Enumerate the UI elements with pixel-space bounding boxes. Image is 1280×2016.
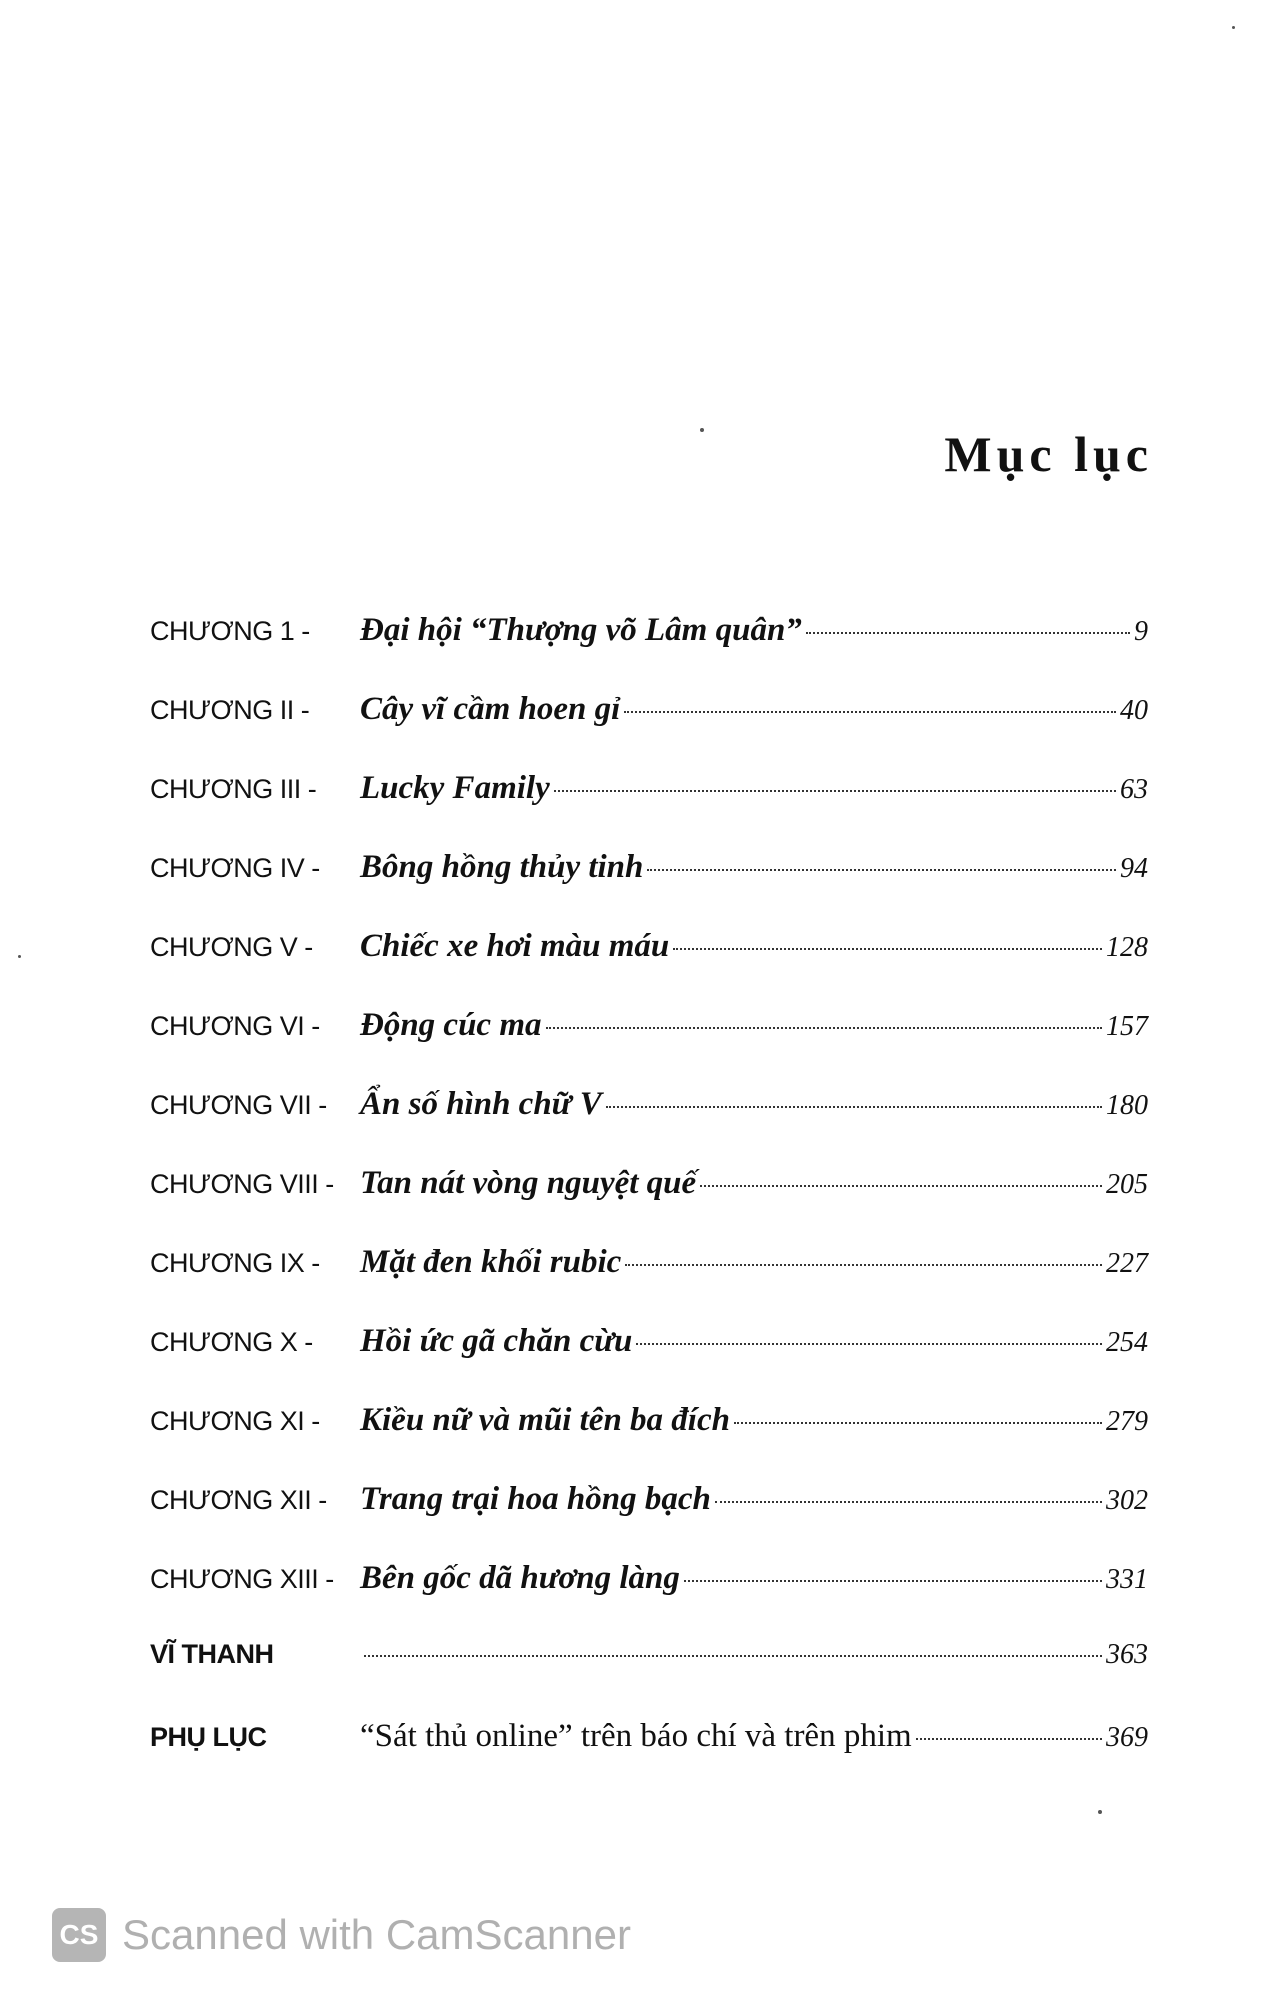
toc-dot-leader (684, 1580, 1102, 1582)
toc-page-number: 331 (1106, 1564, 1148, 1595)
toc-entry-title: Tan nát vòng nguyệt quế (360, 1165, 697, 1201)
toc-chapter-label: CHƯƠNG IV - (150, 853, 320, 883)
toc-chapter-label: CHƯƠNG XI - (150, 1406, 320, 1436)
toc-dot-leader (546, 1027, 1103, 1029)
toc-chapter-label: CHƯƠNG 1 - (150, 616, 310, 646)
toc-dot-leader (636, 1343, 1102, 1345)
watermark-text: Scanned with CamScanner (122, 1911, 631, 1958)
toc-entry (150, 612, 1148, 691)
toc-page-number: 40 (1120, 695, 1148, 726)
toc-entry (150, 1323, 1148, 1402)
toc-chapter-label: PHỤ LỤC (150, 1722, 267, 1752)
toc-chapter-label: CHƯƠNG V - (150, 932, 313, 962)
toc-chapter-label: CHƯƠNG XII - (150, 1485, 327, 1515)
toc-dot-leader (734, 1422, 1102, 1424)
toc-entry-body (360, 1718, 1148, 1755)
camscanner-watermark (52, 1908, 631, 1962)
toc-chapter-label: VĨ THANH (150, 1639, 274, 1669)
toc-page-number: 302 (1106, 1485, 1148, 1516)
toc-chapter-label: CHƯƠNG XIII - (150, 1564, 334, 1594)
toc-page-number: 9 (1134, 616, 1148, 647)
toc-entry-title: Mặt đen khối rubic (360, 1244, 622, 1280)
toc-page-number: 94 (1120, 853, 1148, 884)
toc-entry-title: Ẩn số hình chữ V (360, 1086, 602, 1122)
toc-entry-body (360, 1086, 1148, 1123)
toc-entry-body (360, 691, 1148, 728)
toc-entry-body (360, 1007, 1148, 1044)
page-title: Mục lục (944, 426, 1153, 482)
toc-chapter-label: CHƯƠNG III - (150, 774, 317, 804)
toc-entry (150, 1718, 1148, 1797)
toc-entry (150, 691, 1148, 770)
toc-entry-body (360, 612, 1148, 649)
toc-entry-title: Chiếc xe hơi màu máu (360, 928, 670, 964)
toc-entry-body (360, 928, 1148, 965)
toc-page-number: 63 (1120, 774, 1148, 805)
toc-entry (150, 849, 1148, 928)
toc-entry (150, 1560, 1148, 1639)
scan-speck (700, 428, 704, 432)
toc-chapter-label: CHƯƠNG VIII - (150, 1169, 334, 1199)
toc-entry-title: Kiều nữ và mũi tên ba đích (360, 1402, 730, 1438)
toc-page-number: 279 (1106, 1406, 1148, 1437)
toc-entry-title: Đại hội “Thượng võ Lâm quân” (360, 612, 802, 648)
toc-page-number: 254 (1106, 1327, 1148, 1358)
toc-chapter-label: CHƯƠNG X - (150, 1327, 313, 1357)
toc-entry (150, 1007, 1148, 1086)
toc-chapter-label: CHƯƠNG II - (150, 695, 310, 725)
toc-dot-leader (673, 948, 1102, 950)
toc-entry-title: Hồi ức gã chăn cừu (360, 1323, 633, 1359)
toc-entry-body (360, 1244, 1148, 1281)
scan-speck (18, 955, 21, 958)
toc-entry (150, 770, 1148, 849)
toc-page-number: 369 (1106, 1722, 1148, 1753)
toc-dot-leader (700, 1185, 1102, 1187)
toc-entry-body (360, 770, 1148, 807)
toc-entry-body (360, 1560, 1148, 1597)
toc-entry-title: Trang trại hoa hồng bạch (360, 1481, 711, 1517)
toc-page-number: 363 (1106, 1639, 1148, 1670)
toc-entry-body (360, 1165, 1148, 1202)
toc-dot-leader (364, 1655, 1102, 1657)
toc-dot-leader (647, 869, 1116, 871)
toc-entry-body (360, 849, 1148, 886)
toc-entry (150, 1244, 1148, 1323)
toc-entry-title: Lucky Family (360, 770, 550, 806)
toc-dot-leader (715, 1501, 1102, 1503)
toc-page-number: 180 (1106, 1090, 1148, 1121)
toc-dot-leader (624, 711, 1116, 713)
toc-entry (150, 928, 1148, 1007)
toc-dot-leader (625, 1264, 1102, 1266)
toc-entry (150, 1165, 1148, 1244)
toc-entry-body (360, 1639, 1148, 1671)
toc-entry-body (360, 1323, 1148, 1360)
toc-dot-leader (554, 790, 1116, 792)
toc-dot-leader (806, 632, 1130, 634)
toc-entry-title: Bông hồng thủy tinh (360, 849, 644, 885)
scan-speck (1098, 1810, 1102, 1814)
scan-speck (1232, 26, 1235, 29)
toc-page-number: 227 (1106, 1248, 1148, 1279)
toc-entry (150, 1639, 1148, 1718)
toc-chapter-label: CHƯƠNG VII - (150, 1090, 327, 1120)
toc-entry (150, 1402, 1148, 1481)
table-of-contents (150, 612, 1148, 1797)
toc-chapter-label: CHƯƠNG IX - (150, 1248, 320, 1278)
toc-entry-body (360, 1481, 1148, 1518)
toc-entry-title: “Sát thủ online” trên báo chí và trên phim (360, 1718, 912, 1754)
toc-entry-title: Bên gốc dã hương làng (360, 1560, 680, 1596)
toc-entry-title: Động cúc ma (360, 1007, 542, 1043)
toc-entry (150, 1086, 1148, 1165)
toc-entry (150, 1481, 1148, 1560)
toc-chapter-label: CHƯƠNG VI - (150, 1011, 320, 1041)
toc-entry-body (360, 1402, 1148, 1439)
toc-page-number: 128 (1106, 932, 1148, 963)
toc-dot-leader (916, 1738, 1102, 1740)
toc-dot-leader (606, 1106, 1102, 1108)
camscanner-logo-icon: CS (52, 1908, 106, 1962)
toc-entry-title: Cây vĩ cầm hoen gỉ (360, 691, 621, 727)
toc-page-number: 157 (1106, 1011, 1148, 1042)
toc-page-number: 205 (1106, 1169, 1148, 1200)
